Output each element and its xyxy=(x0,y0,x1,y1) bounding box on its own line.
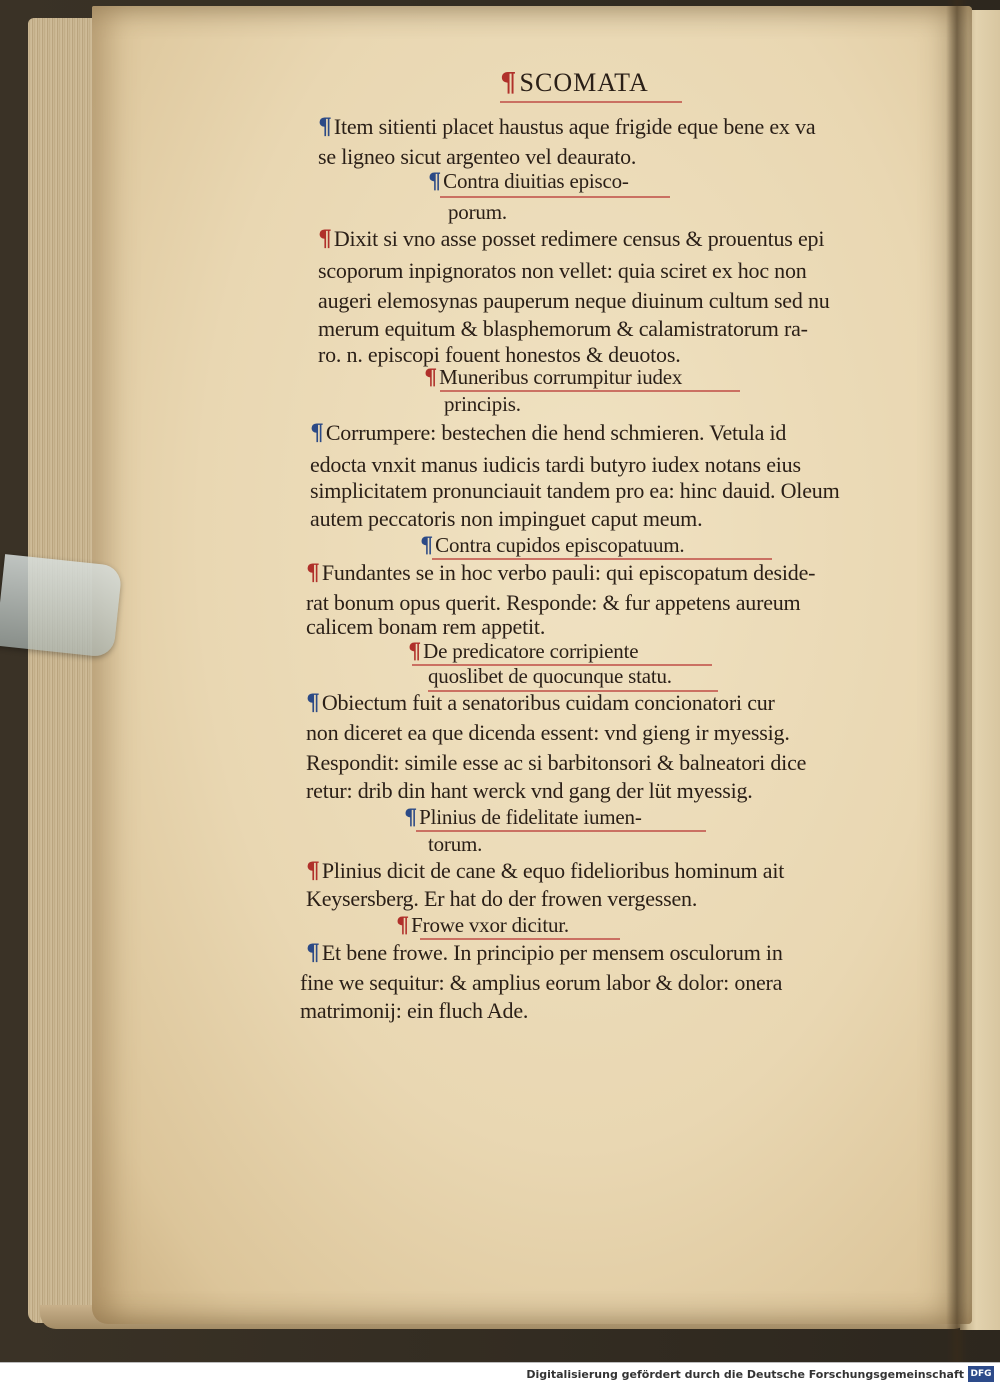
pilcrow-icon: ¶ xyxy=(318,226,332,252)
section-title: ¶Contra diuitias episco- xyxy=(428,168,629,193)
pilcrow-icon: ¶ xyxy=(306,690,320,716)
section-title-cont: quoslibet de quocunque statu. xyxy=(428,664,672,688)
text-line-17: ¶Fundantes se in hoc verbo pauli: qui episcopatum deside- xyxy=(306,560,816,586)
section-title-cont: porum. xyxy=(448,200,507,224)
section-title-cont: principis. xyxy=(444,392,521,416)
section-title-cont: torum. xyxy=(428,832,483,856)
pilcrow-icon: ¶ xyxy=(306,560,320,586)
text-line-15: autem peccatoris non impinguet caput meum. xyxy=(310,506,703,531)
text-line-22: ¶Obiectum fuit a senatoribus cuidam concionatori cur xyxy=(306,690,775,716)
pilcrow-icon: ¶ xyxy=(428,168,442,193)
pilcrow-icon: ¶ xyxy=(318,114,332,140)
text-line-12: ¶Corrumpere: bestechen die hend schmieren. Vetula id xyxy=(310,420,787,446)
text-line-14: simplicitatem pronunciauit tandem pro ea: hinc dauid. Oleum xyxy=(310,478,840,503)
text-line-18: rat bonum opus querit. Responde: & fur appetens aureum xyxy=(306,590,801,615)
page-heading xyxy=(500,68,649,98)
section-title: ¶Plinius de fidelitate iumen- xyxy=(404,804,642,829)
text-line-1: ¶Item sitienti placet haustus aque frigide eque bene ex va xyxy=(318,114,816,140)
pilcrow-icon: ¶ xyxy=(424,364,438,389)
text-line-2: se ligneo sicut argenteo vel deaurato. xyxy=(318,144,637,169)
text-line-13: edocta vnxit manus iudicis tardi butyro iudex notans eius xyxy=(310,452,801,477)
rubric-underline xyxy=(440,196,670,198)
text-line-7: augeri elemosynas pauperum neque diuinum cultum sed nu xyxy=(318,288,830,313)
text-line-24: Respondit: simile esse ac si barbitonsori & balneatori dice xyxy=(306,750,807,775)
section-title: ¶De predicatore corripiente xyxy=(408,638,639,663)
text-line-33: matrimonij: ein fluch Ade. xyxy=(300,998,529,1023)
pilcrow-icon: ¶ xyxy=(500,68,518,98)
rubric-underline xyxy=(500,101,682,103)
dfg-logo: DFG xyxy=(968,1366,994,1382)
pilcrow-icon: ¶ xyxy=(306,940,320,966)
section-title: ¶Muneribus corrumpitur iudex xyxy=(424,364,683,389)
section-title: ¶Contra cupidos episcopatuum. xyxy=(420,532,685,557)
pilcrow-icon: ¶ xyxy=(306,858,320,884)
text-line-31: ¶Et bene frowe. In principio per mensem osculorum in xyxy=(306,940,783,966)
text-line-19: calicem bonam rem appetit. xyxy=(306,614,546,639)
pilcrow-icon: ¶ xyxy=(408,638,422,663)
pilcrow-icon: ¶ xyxy=(396,912,410,937)
text-line-25: retur: drib din hant werck vnd gang der lüt myessig. xyxy=(306,778,753,803)
pilcrow-icon: ¶ xyxy=(420,532,434,557)
text-line-32: fine we sequitur: & amplius eorum labor & dolor: onera xyxy=(300,970,783,995)
text-line-5: ¶Dixit si vno asse posset redimere census & prouentus epi xyxy=(318,226,825,252)
text-line-6: scoporum inpignoratos non vellet: quia sciret ex hoc non xyxy=(318,258,807,283)
text-line-8: merum equitum & blasphemorum & calamistratorum ra- xyxy=(318,316,808,341)
text-line-9: ro. n. episcopi fouent honestos & deuotos. xyxy=(318,342,681,367)
funding-credit: Digitalisierung gefördert durch die Deutsche Forschungsgemeinschaft xyxy=(526,1368,964,1381)
footer-bar xyxy=(0,1362,1000,1387)
pilcrow-icon: ¶ xyxy=(310,420,324,446)
pilcrow-icon: ¶ xyxy=(404,804,418,829)
text-line-23: non diceret ea que dicenda essent: vnd gieng ir myessig. xyxy=(306,720,790,745)
text-line-29: Keysersberg. Er hat do der frowen vergessen. xyxy=(306,886,698,911)
section-title: ¶Frowe vxor dicitur. xyxy=(396,912,569,937)
text-line-28: ¶Plinius dicit de cane & equo fidelioribus hominum ait xyxy=(306,858,785,884)
heading-text: SCOMATA xyxy=(519,68,649,97)
